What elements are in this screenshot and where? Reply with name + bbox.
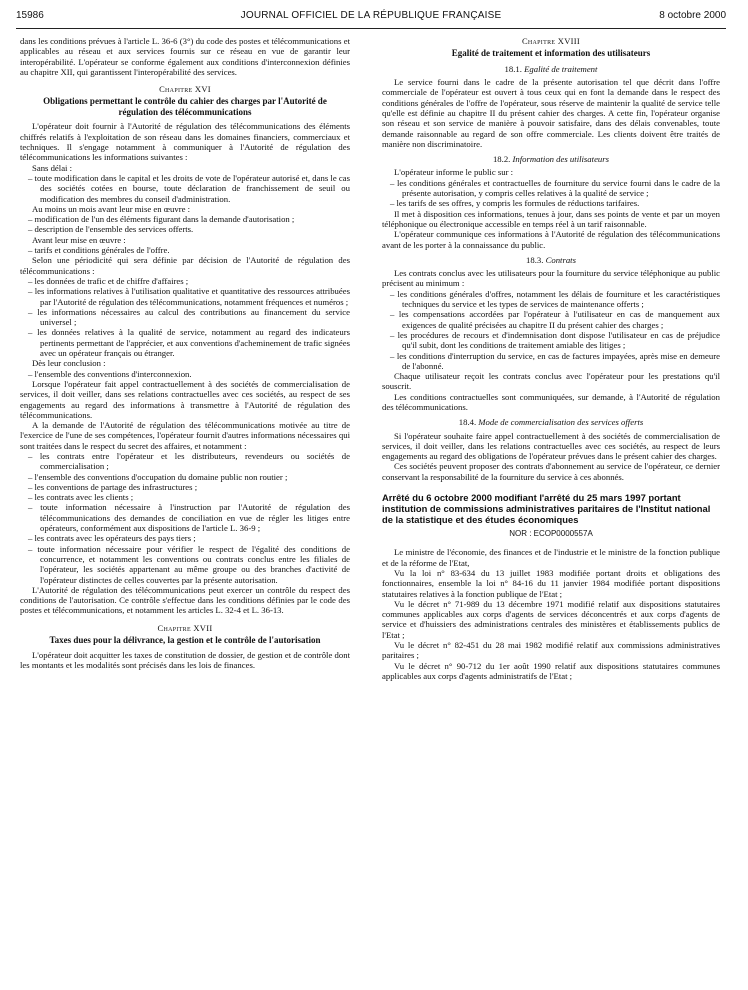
list-item: – les données de trafic et de chiffre d'affaires ; [28, 275, 189, 286]
page-number: 15986 [16, 10, 44, 21]
list-item: – les informations nécessaires au calcul des contributions au financement du service universel ; [28, 306, 350, 328]
paragraph: L'opérateur doit fournir à l'Autorité de régulation des télécommunications des éléments chiffrés relatifs à l'exploitation de son réseau dans les domaines financiers, commerciaux et techniques. Il s'engage notamment à communiquer à l'Autorité de régulation des télécommunications les informations suivantes : [20, 121, 350, 163]
list-item: – les informations relatives à l'utilisation qualitative et quantitative des ressources attribuées par l'Autorité de régulation des télécommunications, notamment fréquences et numéros ; [28, 286, 350, 307]
paragraph: Si l'opérateur souhaite faire appel contractuellement à des sociétés de commercialisation de services, il doit veiller, dans les relations contractuelles avec ces sociétés, au respect de leurs engagements au regard des obligations de l'opérateur prévues dans le présent cahier des charges. [382, 430, 720, 462]
list-item: – les données relatives à la qualité de service, notamment au regard des indicateurs pertinents permettant de l'apprécier, et aux conventions d'acheminement de trafic signées avec un opérateur français ou étranger. [28, 327, 350, 359]
paragraph: A la demande de l'Autorité de régulation des télécommunications motivée au titre de l'exercice de l'une de ses compétences, l'opérateur fournit d'autres informations nécessaires qui sont traitées dans le respect du secret des affaires, et notamment : [20, 420, 350, 451]
list-item: – description de l'ensemble des services offerts. [28, 224, 194, 235]
list-item: – modification de l'un des éléments figurant dans la demande d'autorisation ; [28, 214, 295, 225]
chapter-18-title: Egalité de traitement et information des utilisateurs [451, 48, 651, 59]
paragraph: L'opérateur doit acquitter les taxes de constitution de dossier, de gestion et de contrôle dont les montants et les modalités sont précisés dans les lois de finances. [20, 649, 350, 670]
journal-title: JOURNAL OFFICIEL DE LA RÉPUBLIQUE FRANÇAISE [240, 10, 502, 21]
paragraph: Le service fourni dans le cadre de la présente autorisation tel que décrit dans l'offre commerciale de l'opérateur est ouvert à tous ceux qui en font la demande dans le respect des conditions générales de l'offre de l'opérateur, sous réserve de maintenir la qualité de service telle qu'elle est définie au chapitre II du présent cahier des charges. A cette fin, l'opérateur organise son réseau et son service de manière à pouvoir satisfaire, dans des délais convenables, toute demande raisonnable au regard de son offre commerciale. Les clients doivent être traités de manière non discriminatoire. [382, 77, 720, 149]
paragraph: Chaque utilisateur reçoit les contrats conclus avec l'opérateur pour les prestations qu'il souscrit. [382, 371, 720, 392]
chapter-16-label: Chapitre XVI [159, 84, 211, 95]
list-item: – les contrats entre l'opérateur et les distributeurs, revendeurs ou sociétés de commercialisation ; [28, 450, 350, 472]
page-header [16, 6, 726, 29]
paragraph: Les conditions contractuelles sont communiquées, sur demande, à l'Autorité de régulation des télécommunications. [382, 391, 720, 412]
section-title: Information des utilisateurs [512, 154, 610, 165]
list-item: – toute information nécessaire à l'instruction par l'Autorité de régulation des télécommunications des demandes de conciliation en vue de régler les litiges entre opérateurs, conformément aux dispositions de l'article L. 36-9 ; [28, 502, 350, 534]
left-column [20, 36, 350, 670]
paragraph: L'opérateur communique ces informations à l'Autorité de régulation des télécommunications avant de les porter à la connaissance du public. [382, 229, 720, 250]
list-heading: Avant leur mise en œuvre : [32, 234, 126, 245]
paragraph: Il met à disposition ces informations, tenues à jour, dans ses points de vente et par un moyen téléphonique ou électronique accessible en temps réel à un tarif raisonnable. [382, 208, 720, 229]
chapter-16-title: Obligations permettant le contrôle du cahier des charges par l'Autorité de régulation des télécommunications [43, 96, 327, 117]
list-heading: Sans délai : [32, 162, 73, 173]
paragraph: L'Autorité de régulation des télécommunications peut exercer un contrôle du respect des conditions de l'autorisation. Ce contrôle s'effectue dans les conditions définies par le code des postes et télécommunications, et notamment les articles L. 32-4 et L. 36-13. [20, 584, 350, 616]
paragraph: Les contrats conclus avec les utilisateurs pour la fourniture du service téléphonique au public précisent au minimum : [382, 268, 720, 289]
list-heading: Au moins un mois avant leur mise en œuvre : [32, 203, 191, 214]
list-item: – les conditions générales d'offres, notamment les délais de fourniture et les caractéristiques techniques du service et les types de services de maintenance offerts ; [390, 288, 720, 310]
list-item: – les contrats avec les clients ; [28, 492, 134, 503]
section-title: Egalité de traitement [524, 63, 598, 74]
issue-date: 8 octobre 2000 [659, 10, 726, 21]
list-item: – les conditions d'interruption du service, en cas de factures impayées, après mise en demeure de l'abonné. [390, 350, 720, 371]
nor-reference: NOR : ECOP0000557A [509, 529, 593, 539]
section-title: Contrats [545, 254, 576, 265]
list-item: – les conventions de partage des infrastructures ; [28, 481, 198, 492]
list-item: – tarifs et conditions générales de l'offre. [28, 245, 170, 256]
section-title: Mode de commercialisation des services offerts [478, 417, 644, 428]
paragraph: L'opérateur informe le public sur : [394, 167, 514, 178]
section-number: 18.2. [492, 154, 511, 165]
list-item: – les compensations accordées par l'opérateur à l'utilisateur en cas de manquement aux exigences de qualité précisées au chapitre II du présent cahier des charges ; [390, 309, 720, 330]
paragraph: Ces sociétés peuvent proposer des contrats d'abonnement au service de l'opérateur, ce dernier conservant la responsabilité de la fourniture du service à ces abonnés. [382, 461, 720, 482]
list-item: – toute modification dans le capital et les droits de vote de l'opérateur autorisé et, dans le cas des sociétés cotées en bourse, toute déclaration de franchissement de seuil ou modification des membres du conseil d'administration. [28, 172, 350, 204]
paragraph: Lorsque l'opérateur fait appel contractuellement à des sociétés de commercialisation de services, il doit veiller, dans ses relations contractuelles avec ces sociétés, au respect de ses engagements au regard des informations à transmettre à l'Autorité de régulation des télécommunications. [20, 378, 350, 420]
section-number: 18.3. [526, 254, 544, 265]
list-item: – les conditions générales et contractuelles de fourniture du service fourni dans le cadre de la présente autorisation, y compris celles relatives à la qualité de service ; [390, 177, 720, 199]
list-item: – l'ensemble des conventions d'interconnexion. [28, 368, 192, 379]
section-number: 18.1. [504, 63, 522, 74]
paragraph: Le ministre de l'économie, des finances et de l'industrie et le ministre de la fonction publique et de la réforme de l'Etat, [382, 547, 720, 568]
paragraph: Vu le décret n° 90-712 du 1er août 1990 relatif aux dispositions statutaires communes applicables aux corps d'agents administratifs de l'Etat ; [382, 660, 720, 681]
intro-paragraph: dans les conditions prévues à l'article L. 36-6 (3°) du code des postes et télécommunications et applicables au réseau et aux services fournis sur ce réseau en vue de garantir leur interopérabilité. L'opérateur se conforme également aux conditions d'interconnexion définies au chapitre XII, qui garantissent l'interopérabilité des services. [20, 36, 350, 77]
decree-title: Arrêté du 6 octobre 2000 modifiant l'arrêté du 25 mars 1997 portant institution de commissions administratives paritaires de l'Institut national de la statistique et des études économiques [382, 492, 711, 526]
paragraph: Vu le décret n° 82-451 du 28 mai 1982 modifié relatif aux commissions administratives paritaires ; [382, 640, 720, 661]
paragraph: Vu la loi n° 83-634 du 13 juillet 1983 modifiée portant droits et obligations des fonctionnaires, ensemble la loi n° 84-16 du 11 janvier 1984 modifiée portant dispositions statutaires relatives à la fonction publique de l'Etat ; [382, 567, 720, 599]
paragraph: Vu le décret n° 71-989 du 13 décembre 1971 modifié relatif aux dispositions statutaires communes applicables aux corps d'agents de services déconcentrés et aux corps d'agents de service et d'huissiers des administrations centrales des ministères et établissements publics de l'Etat ; [382, 598, 720, 640]
list-item: – toute information nécessaire pour vérifier le respect de l'égalité des conditions de concurrence, et notamment les conventions ou contrats conclus entre les filiales de l'opérateur, les sociétés appartenant au même groupe ou des branches d'activité de l'opérateur distinctes de celles couvertes par la présente autorisation. [28, 543, 350, 585]
list-item: – l'ensemble des conventions d'occupation du domaine public non routier ; [28, 471, 288, 482]
chapter-17-title: Taxes dues pour la délivrance, la gestion et le contrôle de l'autorisation [49, 635, 321, 646]
list-heading: Dès leur conclusion : [32, 358, 106, 369]
section-18-4-heading [382, 417, 720, 427]
chapter-17-label: Chapitre XVII [157, 622, 213, 633]
list-item: – les procédures de recours et d'indemnisation dont dispose l'utilisateur en cas de préjudice qu'il subit, dont les conditions de traitement amiable des litiges ; [390, 329, 720, 351]
section-18-2-heading [382, 154, 720, 164]
chapter-18-label: Chapitre XVIII [521, 36, 581, 46]
section-number: 18.4. [458, 417, 477, 428]
list-item: – les tarifs de ses offres, y compris les formules de réductions tarifaires. [390, 198, 640, 209]
list-item: – les contrats avec les opérateurs des pays tiers ; [28, 533, 196, 544]
section-18-3-heading [382, 255, 720, 265]
section-18-1-heading [382, 64, 720, 74]
list-heading: Selon une périodicité qui sera définie par décision de l'Autorité de régulation des télécommunications : [20, 255, 350, 276]
right-column [382, 36, 720, 681]
